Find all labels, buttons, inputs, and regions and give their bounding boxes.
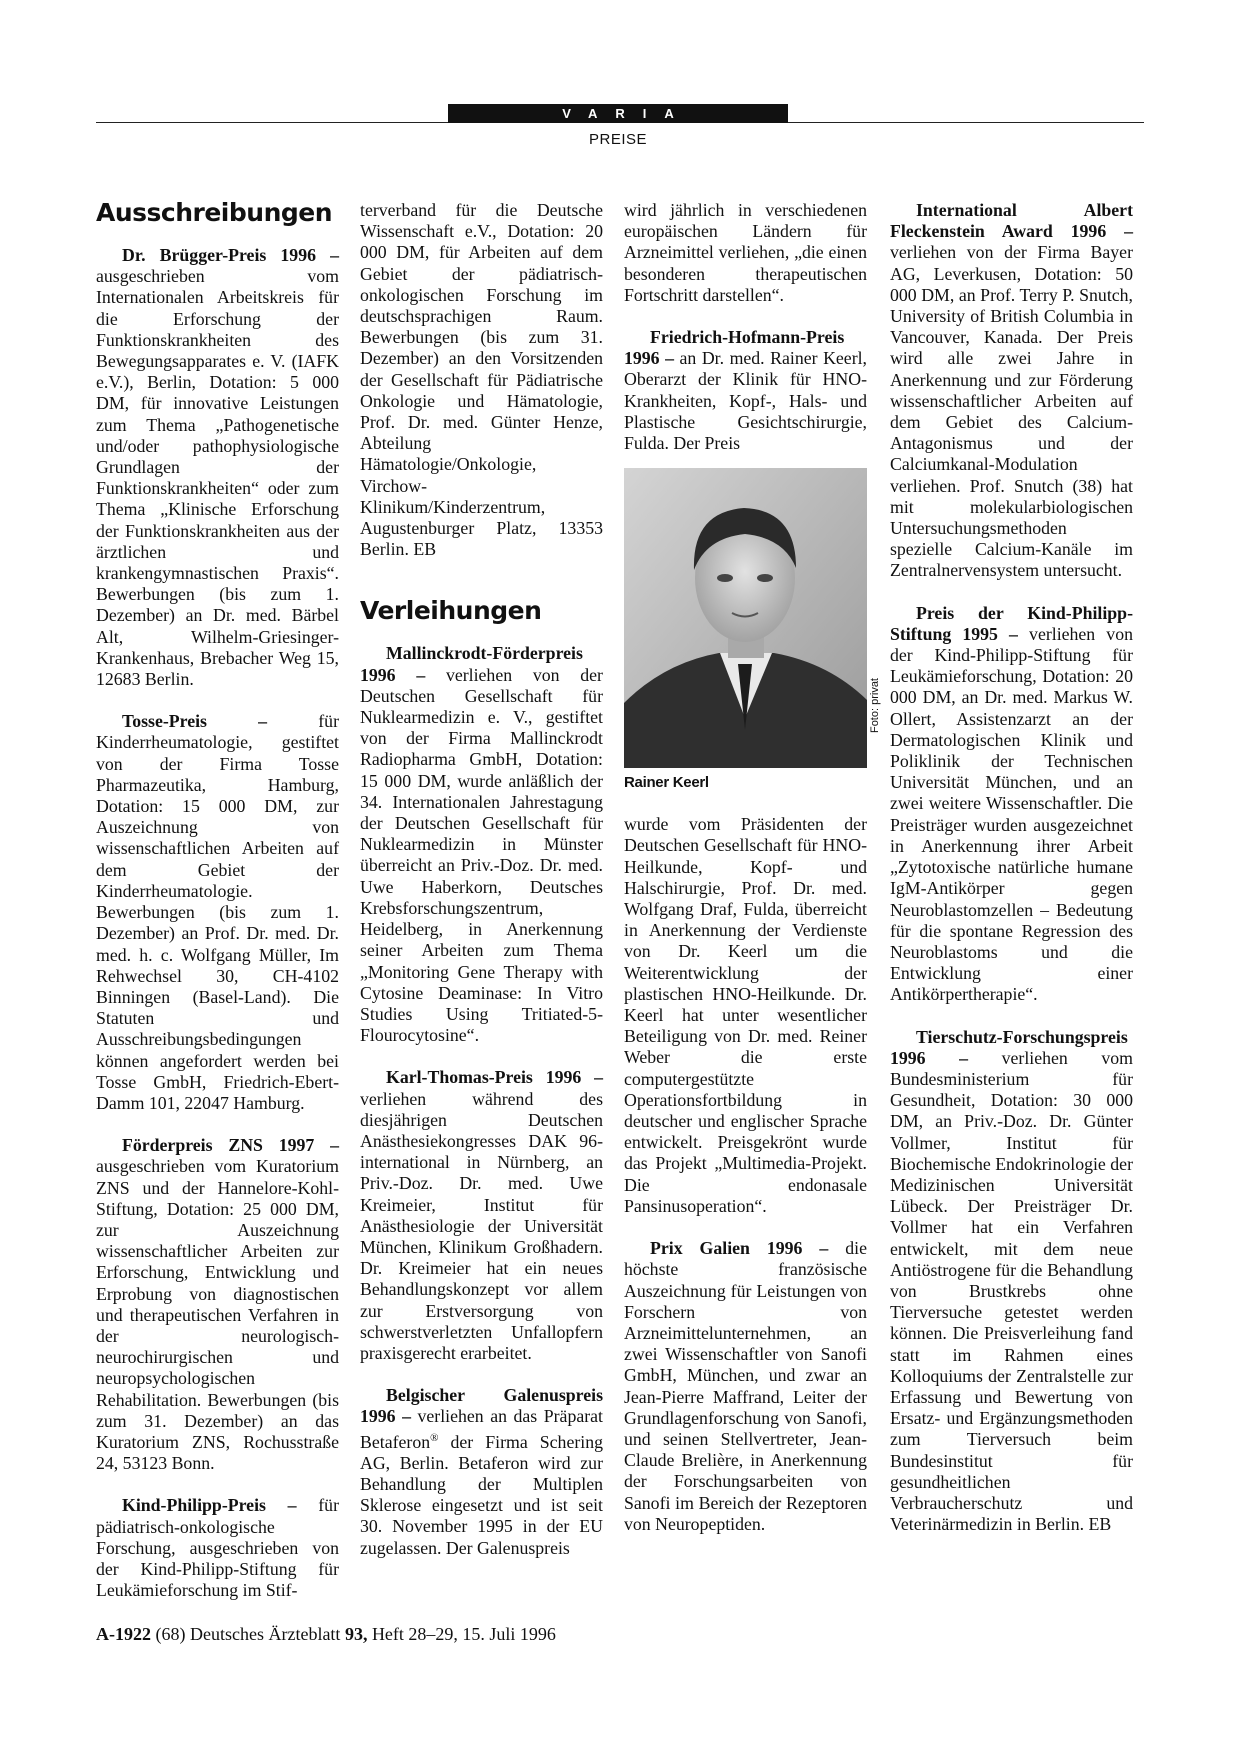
article-body: verliehen von der Kind-Philipp-Stiftung für Leukämieforschung, Dotation: 20 000 DM, an Dr. med. Markus W. Ollert, Assistenzarzt an der Dermatologischen Klinik und Poliklinik der Technischen Universität München, und an zwei weitere Wissenschaftler. Die Preisträger wurden ausgezeichnet in Anerkennung ihrer Arbeit „Zytotoxische natürliche humane IgM-Antikörper gegen Neuroblastomzellen – Bedeutung für die spontane Regression des Neuroblastoms und die Entwicklung einer Antikörpertherapie“. bbox=[890, 623, 1133, 1005]
article-fleckenstein bbox=[890, 200, 1133, 582]
column-2 bbox=[360, 200, 603, 1559]
article-title: Tierschutz-Forschungspreis 1996 – bbox=[890, 1026, 1128, 1068]
article-title: International Albert Fleckenstein Award 1996 – bbox=[890, 200, 1133, 242]
article-body: verliehen von der Firma Bayer AG, Leverkusen, Dotation: 50 000 DM, an Prof. Terry P. Snutch, University of British Columbia in Vancouver, Kanada. Der Preis wird alle zwei Jahre in Anerkennung und zur Förderung wissenschaftlicher Arbeiten auf dem Gebiet des Calcium-Antagonismus und der Calciumkanal-Modulation verliehen. Prof. Snutch (38) hat mit molekularbiologischen Untersuchungsmethoden spezielle Calcium-Kanäle im Zentralnervensystem untersucht. bbox=[890, 242, 1133, 581]
footer-text: (68) Deutsches Ärzteblatt bbox=[151, 1624, 345, 1644]
article-karl-thomas bbox=[360, 1067, 603, 1364]
article-friedrich-hofmann bbox=[624, 327, 867, 454]
article-tosse bbox=[96, 711, 339, 1114]
article-body: wurde vom Präsidenten der Deutschen Gesellschaft für HNO-Heilkunde, Kopf- und Halschirurgie, Prof. Dr. med. Wolfgang Draf, Fulda, überreicht in Anerkennung der Verdienste von Dr. Keerl um die Weiterentwicklung der plastischen HNO-Heilkunde. Dr. Keerl hat unter wesentlicher Beteiligung von Dr. med. Reiner Weber die erste computergestützte Operationsfortbildung in deutscher und englischer Sprache entwickelt. Preisgekrönt wurde das Projekt „Multimedia-Projekt. Die endonasale Pansinusoperation“. bbox=[624, 814, 867, 1216]
portrait-image bbox=[624, 468, 867, 768]
article-body: verliehen von der Deutschen Gesellschaft für Nuklearmedizin e. V., gestiftet von der Firma Mallinckrodt Radiopharma GmbH, Dotation: 15 000 DM, wurde anläßlich der 34. Internationalen Jahrestagung der Deutschen Gesellschaft für Nuklearmedizin in Münster überreicht an Priv.-Doz. Dr. med. Uwe Haberkorn, Deutsches Krebsforschungszentrum, Heidelberg, in Anerkennung seiner Arbeiten zum Thema „Monitoring Gene Therapy with Cytosine Deaminase: In Vitro Studies Using Tritiated-5-Flourocytosine“. bbox=[360, 664, 603, 1046]
article-kind-philipp-stiftung bbox=[890, 603, 1133, 1006]
article-title: Förderpreis ZNS 1997 – bbox=[122, 1135, 339, 1156]
page-footer bbox=[96, 1624, 556, 1645]
article-bruegger bbox=[96, 245, 339, 690]
article-body: verliehen an das Präparat Betaferon bbox=[360, 1406, 603, 1452]
article-continuation bbox=[624, 200, 867, 306]
subsection-label: PREISE bbox=[588, 131, 648, 148]
article-tierschutz bbox=[890, 1027, 1133, 1536]
article-body: verliehen während des diesjährigen Deutschen Anästhesiekongresses DAK 96-international in Nürnberg, an Priv.-Doz. Dr. med. Uwe Kreimeier, Institut für Anästhesiologie der Universität München, Klinikum Großhadern. Dr. Kreimeier hat ein neues Behandlungskonzept vor allem zur Erstversorgung von schwerstverletzten Unfallopfern praxisgerecht erarbeitet. bbox=[360, 1088, 603, 1363]
article-continuation bbox=[360, 200, 603, 560]
article-body: der Firma Schering AG, Berlin. Betaferon wird zur Behandlung der Multiplen Sklerose eingesetzt und ist seit 30. November 1995 in der EU zugelassen. Der Galenuspreis bbox=[360, 1431, 603, 1558]
article-prix-galien bbox=[624, 1238, 867, 1535]
article-zns bbox=[96, 1135, 339, 1474]
article-body: an Dr. med. Rainer Keerl, Oberarzt der Klinik für HNO-Krankheiten, Kopf-, Hals- und Plastische Gesichtschirurgie, Fulda. Der Preis bbox=[624, 348, 867, 454]
page-number: A-1922 bbox=[96, 1624, 151, 1644]
photo-credit: Foto: privat bbox=[869, 678, 881, 734]
photo-caption: Rainer Keerl bbox=[624, 774, 709, 792]
column-4 bbox=[890, 200, 1133, 1535]
article-title: Preis der Kind-Philipp-Stiftung 1995 – bbox=[890, 602, 1133, 644]
article-body: ausgeschrieben vom Internationalen Arbeitskreis für die Erforschung der Funktionskrankheiten des Bewegungsapparates e. V. (IAFK e.V.), Berlin, Dotation: 5 000 DM, für innovative Leistungen zum Thema „Pathogenetische und/oder pathophysiologische Grundlagen der Funktionskrankheiten“ oder zum Thema „Klinische Erforschung der Funktionskrankheiten aus der ärztlichen und krankengymnastischen Praxis“. Bewerbungen (bis zum 1. Dezember) an Dr. med. Bärbel Alt, Wilhelm-Griesinger-Krankenhaus, Brebacher Weg 15, 12683 Berlin. bbox=[96, 266, 339, 690]
article-body: ausgeschrieben vom Kuratorium ZNS und der Hannelore-Kohl-Stiftung, Dotation: 25 000 DM, zur Auszeichnung wissenschaftlicher Arbeiten zur Erforschung, Entwicklung und Erprobung von diagnostischen und therapeutischen Verfahren in der neurologisch-neurochirurgischen und neuropsychologischen Rehabilitation. Bewerbungen (bis zum 31. Dezember) an das Kuratorium ZNS, Rochusstraße 24, 53123 Bonn. bbox=[96, 1156, 339, 1474]
article-title: Dr. Brügger-Preis 1996 – bbox=[122, 245, 339, 265]
article-body: die höchste französische Auszeichnung für Leistungen von Forschern von Arzneimittelunternehmen, an zwei Wissenschaftler von Sanofi GmbH, München, und zwar an Jean-Pierre Maffrand, Leiter der Grundlagenforschung von Sanofi, und seinen Stellvertreter, Jean-Claude Brelière, in Anerkennung der Forschungsarbeiten von Sanofi im Bereich der Rezeptoren von Neuropeptiden. bbox=[624, 1238, 867, 1534]
registered-mark: ® bbox=[430, 1431, 439, 1444]
section-label: VARIA bbox=[448, 104, 788, 123]
article-body: für Kinderrheumatologie, gestiftet von der Firma Tosse Pharmazeutika, Hamburg, Dotation: 15 000 DM, zur Auszeichnung von wissenschaftlichen Arbeiten auf dem Gebiet der Kinderrheumatologie. Bewerbungen (bis zum 1. Dezember) an Prof. Dr. med. Dr. med. h. c. Wolfgang Müller, Im Rehwechsel 30, CH-4102 Binningen (Basel-Land). Die Statuten und Ausschreibungsbedingungen können angefordert werden bei Tosse GmbH, Friedrich-Ebert-Damm 101, 22047 Hamburg. bbox=[96, 711, 339, 1113]
footer-volume: 93, bbox=[344, 1624, 368, 1644]
article-kind-philipp bbox=[96, 1495, 339, 1601]
column-1 bbox=[96, 198, 339, 1601]
article-mallinckrodt bbox=[360, 643, 603, 1046]
article-body: für pädiatrisch-onkologische Forschung, ausgeschrieben von der Kind-Philipp-Stiftung für Leukämieforschung im Stif- bbox=[96, 1495, 339, 1601]
article-title: Mallinckrodt-Förderpreis 1996 – bbox=[360, 643, 583, 685]
article-title: Tosse-Preis – bbox=[122, 711, 268, 732]
portrait-photo bbox=[624, 468, 881, 768]
article-title: Belgischer Galenuspreis 1996 – bbox=[360, 1385, 603, 1427]
article-title: Prix Galien 1996 – bbox=[650, 1238, 829, 1259]
article-continuation bbox=[624, 814, 867, 1217]
heading-ausschreibungen: Ausschreibungen bbox=[96, 198, 333, 227]
heading-verleihungen: Verleihungen bbox=[360, 596, 542, 626]
article-title: Friedrich-Hofmann-Preis 1996 – bbox=[624, 327, 845, 369]
article-title: Karl-Thomas-Preis 1996 – bbox=[386, 1067, 603, 1088]
article-title: Kind-Philipp-Preis – bbox=[122, 1495, 297, 1516]
article-body: verliehen vom Bundesministerium für Gesundheit, Dotation: 30 000 DM, an Priv.-Doz. Dr. Günter Vollmer, Institut für Biochemische Endokrinologie der Medizinischen Universität Lübeck. Der Preisträger Dr. Vollmer hat ein Verfahren entwickelt, mit dem neue Antiöstrogene für die Behandlung von Brustkrebs ohne Tierversuche getestet werden können. Die Preisverleihung fand statt im Rahmen eines Kolloquiums der Zentralstelle zur Erfassung und Bewertung von Ersatz- und Ergänzungsmethoden zum Tierversuch beim Bundesinstitut für gesundheitlichen Verbraucherschutz und Veterinärmedizin in Berlin. EB bbox=[890, 1047, 1133, 1535]
column-3 bbox=[624, 200, 881, 1535]
footer-issue: Heft 28–29, 15. Juli 1996 bbox=[367, 1624, 556, 1644]
article-galenus bbox=[360, 1385, 603, 1559]
article-body: terverband für die Deutsche Wissenschaft e.V., Dotation: 20 000 DM, für Arbeiten auf dem Gebiet der pädiatrisch-onkologischen Forschung im deutschsprachigen Raum. Bewerbungen (bis zum 31. Dezember) an den Vorsitzenden der Gesellschaft für Pädiatrische Onkologie und Hämatologie, Prof. Dr. med. Günter Henze, Abteilung Hämatologie/Onkologie, Virchow-Klinikum/Kinderzentrum, Augustenburger Platz, 13353 Berlin. EB bbox=[360, 200, 603, 560]
article-body: wird jährlich in verschiedenen europäischen Ländern für Arzneimittel verliehen, „die einen besonderen therapeutischen Fortschritt darstellen“. bbox=[624, 200, 867, 305]
